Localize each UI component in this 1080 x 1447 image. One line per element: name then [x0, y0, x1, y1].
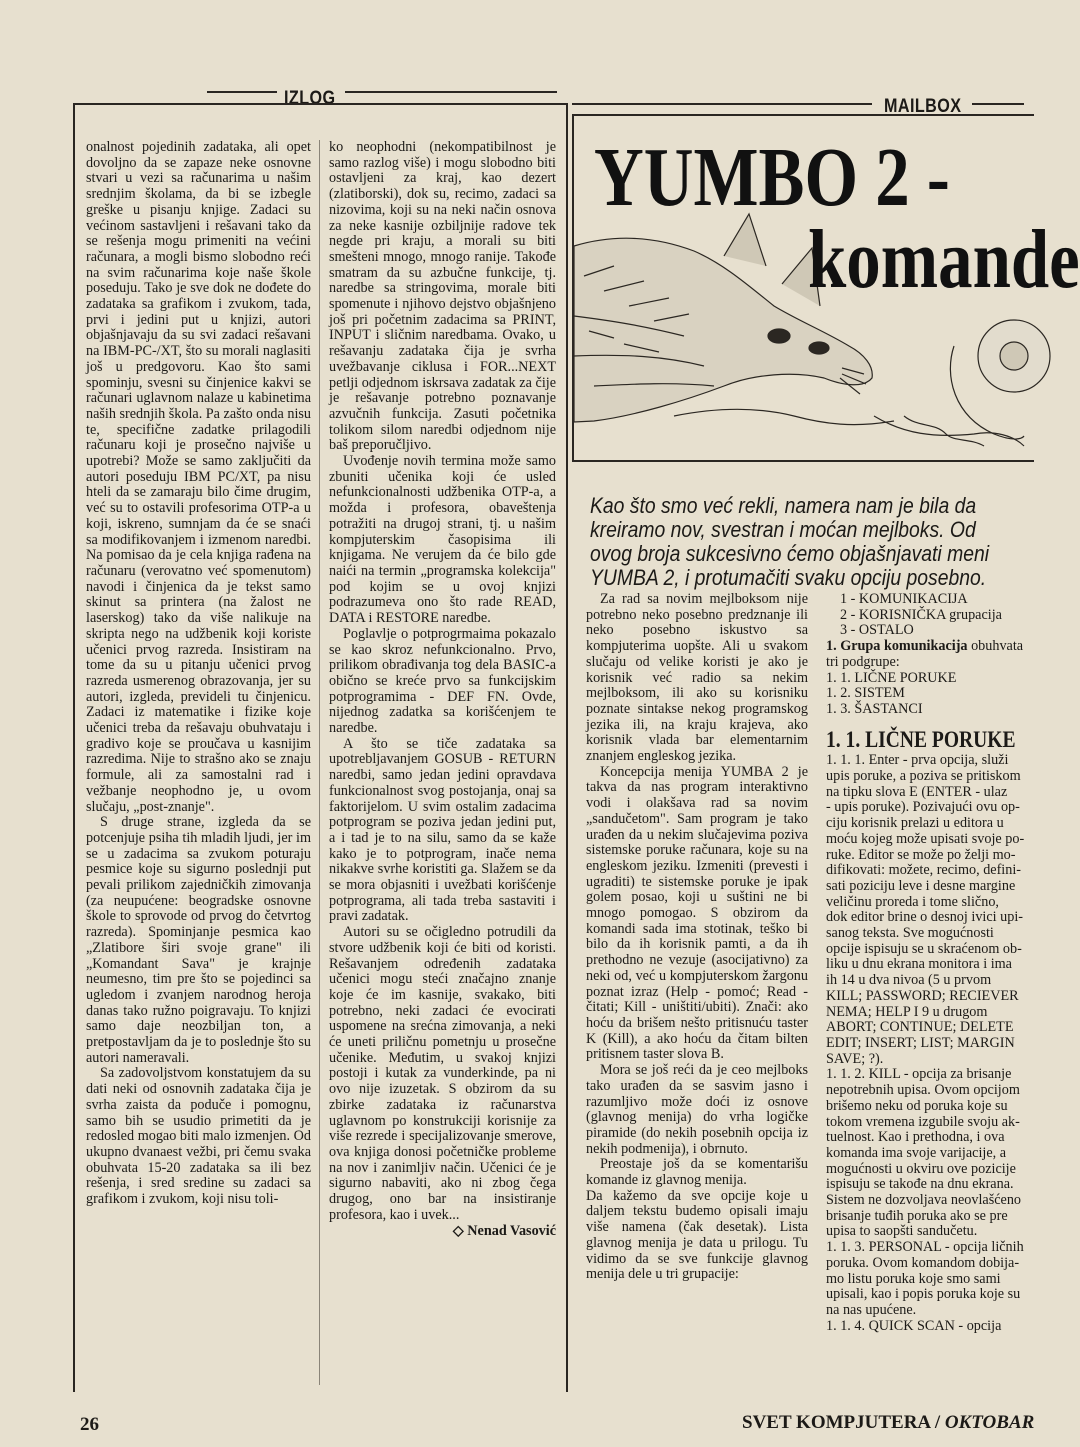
mailbox-col1-paragraph: Koncepcija menija YUMBA 2 je takva da nas program interaktivno vodi i olakšava rad sa novim „sandučetom". Sam program je tako urađen da u nekim slučajevima poziva sistemske poruke računara, koje su na engleskom jeziku. Izmeniti (prevesti i ugraditi) te sistemske poruke je ipak golem posao, koji u suštini ne bi mnogo pomogao. S obzirom da komandi sada ima stotinak, teško bi bilo da ih korisnik pamti, a da ih prethodno ne vezuje (asocijativno) za neki od, već u kompjuterskom žargonu poznat izraz (Help - pomoć; Read - čitati; Kill - uništiti/ubiti). Znači: ako hoću da brišem nešto pritisnuću taster K (Kill), a ako hoću da čitam bilten pritisnem taster slova B.	[586, 763, 808, 1063]
group-rest: obuhvata	[967, 638, 1024, 655]
mailbox-col2-line: mogućnosti u okviru ove pozicije	[826, 1160, 1016, 1177]
mailbox-col2-line: upis poruke, a poziva se pritiskom	[826, 768, 1021, 785]
group-intro-line	[826, 639, 1024, 655]
mailbox-col2-line: Sistem ne dozvoljava neovlašćeno	[826, 1192, 1022, 1209]
intro-line: Kao što smo već rekli, namera nam je bila da	[590, 493, 977, 518]
mailbox-col2-line: opcije ispisuju se u skraćenom ob-	[826, 940, 1022, 957]
izlog-col1-paragraph: S druge strane, izgleda da se potcenjuje psiha tih mladih ljudi, jer im se u zadacima sa zvukom poturaju pesmice koje su sigurno poslednji put pevali prilikom zajedničkih zimovanja (za neupućene: beogradske osnovne škole to sprovode od prvog do četvrtog razreda). Spominjanje pesmica kao „Zlatibore širi svoje grane" ili „Komandant Sava" je krajnje neumesno, tim pre što se pojedinci sa ugledom i zvanjem narodnog heroja danas tako ružno poigravaju. To knjizi samo daje neozbiljan ton, a pretpostavljam da je to poslednje što su autori nameravali.	[86, 814, 311, 1066]
menu-group-item: 1 - KOMUNIKACIJA	[840, 591, 968, 607]
intro-line: kreiramo nov, svestran i moćan mejlboks. Od	[590, 517, 976, 542]
group-intro-line-2: tri podgrupe:	[826, 653, 900, 670]
mailbox-col2-line: ispisuju se takođe na dnu ekrana.	[826, 1176, 1014, 1193]
mailbox-col2-text	[826, 753, 1024, 1334]
izlog-col1-paragraph: Sa zadovoljstvom konstatujem da su dati neki od osnovnih zadataka čija je svrha zaista da poduče i pomognu, samo bih se usudio primetiti da je redosled mogao biti malo izmenjen. Od ukupno dvanaest vežbi, pri čemu svaka obuhvata 15-20 zadataka sa ili bez rešenja, i sred sredine su zadaci sa grafikom i zvukom, koji nisu toli-	[86, 1065, 311, 1208]
mailbox-col2-line: brišemo neku od poruka koje su	[826, 1097, 1008, 1114]
izlog-col2-paragraph: Autori su se očigledno potrudili da stvore udžbenik koji će biti od koristi. Rešavanjem određenih zadataka učenici mogu steći značajno znanje koje će im kasnije, svakako, biti potrebno, neki zadaci će evocirati uspomene na srećna zimovanja, a neki će uneti priličnu pometnju u prosečne učenike. Međutim, u svakoj knjizi postoji i kutak za vunderkinde, pa ni ovo nije izuzetak. S obzirom da su zbirke zadataka iz računarstva uglavnom po konstrukciji korisnije za više rezrede i specijalizovanje smerove, ova knjiga donosi početničke probleme na nov i zanimljiv način. Učenici će je sigurno nabaviti, ako ni zbog čega drugog, ono bar na insistiranje profesora, kao i uvek...	[329, 924, 556, 1223]
mailbox-col2-line: na nas upućene.	[826, 1301, 917, 1318]
mailbox-col2-line: tokom vremena izgubile svoju ak-	[826, 1113, 1020, 1130]
group-title: 1. Grupa komunikacija	[826, 638, 968, 655]
izlog-col2-paragraph: A što se tiče zadataka sa upotrebljavanjem GOSUB - RETURN naredbi, samo jedan jedini opravdava funkcionalnost svog postojanja, onaj sa faktorijelom. U svim ostalim zadacima potprogram se poziva jedan jedini put, a i tad je to na silu, samo da se kaže kako je to potprogram, inače nema nikakve svrhe koristiti ga. Slažem se da se mora objasniti i uvežbati korišćenje potprograma, ali tada treba sastaviti i pravi zadatak.	[329, 735, 556, 925]
izlog-top-rule-left	[207, 91, 277, 93]
subgroup-item: 1. 2. SISTEM	[826, 685, 905, 702]
subgroup-item: 1. 3. ŠASTANCI	[826, 700, 923, 717]
mailbox-col1-paragraph: Da kažemo da sve opcije koje u daljem tekstu budemo opisali imaju više namena (čak desetak). Lista glavnog menija je data u prilogu. Tu vidimo da se sve funkcije glavnog menija dele u tri grupacije:	[586, 1187, 808, 1283]
intro-line: YUMBA 2, i protumačiti svaku opciju posebno.	[590, 565, 987, 590]
mailbox-col2-line: tuelnost. Kao i prethodna, i ova	[826, 1129, 1005, 1146]
intro-line: ovog broja sukcesivno ćemo objašnjavati meni	[590, 541, 990, 566]
mailbox-col2-line: EDIT; INSERT; LIST; MARGIN	[826, 1034, 1015, 1051]
mailbox-col2-line: nepotrebnih upisa. Ovom opcijom	[826, 1082, 1020, 1099]
subgroup-item: 1. 1. LIČNE PORUKE	[826, 669, 957, 686]
mailbox-column-2	[826, 592, 1024, 1382]
mailbox-col2-line: SAVE; ?).	[826, 1050, 884, 1067]
mailbox-col2-line: 1. 1. 2. KILL - opcija za brisanje	[826, 1066, 1012, 1083]
mailbox-col2-line: 1. 1. 1. Enter - prva opcija, služi	[826, 752, 1009, 769]
mailbox-col2-line: ruke. Editor se može po želji mo-	[826, 846, 1016, 863]
footer-magazine-name: SVET KOMPJUTERA /	[742, 1412, 941, 1433]
izlog-top-rule-right	[345, 91, 557, 93]
izlog-col1-paragraph: onalnost pojedinih zadataka, ali opet dovoljno da se zapaze neke osnovne stvari u vezi sa računarima u našim srednjim školama, da bi se izbegle greške u pisanju knjige. Zadaci su većinom sastavljeni i rešavani tako da se rešenja mogu primeniti na većini računara, a mogli bismo slobodno reći na svim računarima koje naše škole poseduju. Tako je sve dok ne dođete do zadataka sa grafikom i zvukom, tada, prvi i jedini put u knjizi, autori objašnjavaju da su svi zadaci rešavani na IBM-PC-/XT, što su morali naglasiti još u predgovoru. Kao što sami spominju, svesni su činjenice kakvi se računari uglavnom nalaze u kabinetima naših srednjih škola. Pa zašto onda nisu te, specifične zadatke prilagodili računaru koji je prosečno najviše u upotrebi? Može se samo zaključiti da autori poseduju IBM PC/XT, pa nisu hteli da se zamaraju bilo čime drugim, već su to ostavili profesorima OTP-a u koji, iskreno, sumnjam da će se snaći sa modifikovanjem i izmenom naredbi. Na pomisao da je cela knjiga rađena na računaru (verovatno već spomenutom) navodi i činjenica da je tekst samo skinut sa printera (na žalost ne laserskog) tako da više nalikuje na skripta nego na udžbenik koji koriste učenici prvog razreda. Insistiram na tome da su u pitanju učenici prvog razreda usmerenog obrazovanja, jer su autori, izgleda, prevideli tu činjenicu. Zadaci iz matematike i fizike koje učenici treba da rešavaju obuhvataju i gradivo koje se proučava u kasnijim razredima. Nije to strašno ako se znaju formule, ali za samostalni rad i vežbanje neophodno je, u ovom slučaju, „post-znanje".	[86, 139, 311, 815]
mailbox-col1-paragraph: Mora se još reći da je ceo mejlboks tako urađen da se sasvim jasno i razumljivo može doći iz osnove (glavnog menija) do vrha logičke piramide (do nekih posebnih opcija iz nekih podmenija), i obrnuto.	[586, 1062, 808, 1157]
izlog-section-label: IZLOG	[284, 88, 336, 109]
mailbox-col2-line: upisali, kao i popis poruka koje su	[826, 1286, 1021, 1303]
mailbox-column-1	[586, 592, 808, 1382]
izlog-column-1	[86, 140, 311, 1385]
mailbox-col1-paragraph: Za rad sa novim mejlboksom nije potrebno neko posebno predznanje ili neko posebno iskustvo sa kompjuterima uopšte. Ali u svakom slučaju od velike koristi je ako je korisnik već radio sa nekim mejlboksom, ili ako su korisniku poznate sintakse nekog programskog jezika ili, na kraju krajeva, ako korisnik vlada bar elementarnim znanjem engleskog jezika.	[586, 591, 808, 765]
mailbox-col2-line: difikovati: možete, recimo, defini-	[826, 862, 1022, 879]
izlog-col2-paragraph: Uvođenje novih termina može samo zbuniti učenika koji će usled nefunkcionalnosti udžbenika OTP-a, a možda i profesora, obaveštenja potražiti na drugoj strani, tj. u našim kompjuterskim časopisima ili knjigama. Ne verujem da će bilo gde naići na termin „programska kolekcija" pod kojim se u ovoj knjizi podrazumeva ono što rade READ, DATA i RESTORE naredbe.	[329, 453, 556, 627]
mailbox-col2-line: 1. 1. 3. PERSONAL - opcija ličnih	[826, 1239, 1024, 1256]
mailbox-col2-line: dok editor brine o desnoj ivici upi-	[826, 909, 1024, 926]
subheading-licne-poruke: 1. 1. LIČNE PORUKE	[826, 726, 1016, 752]
mailbox-col2-line: KILL; PASSWORD; RECIEVER	[826, 987, 1019, 1004]
mailbox-top-rule-right	[972, 103, 1024, 105]
mailbox-col2-line: upisa to saopšti sandučetu.	[826, 1223, 978, 1240]
mailbox-col2-line: 1. 1. 4. QUICK SCAN - opcija	[826, 1317, 1002, 1334]
mailbox-col2-line: na tipku slova E (ENTER - ulaz	[826, 783, 1008, 800]
mailbox-col2-line: ciju korisnik prelazi u editora u	[826, 815, 1004, 832]
izlog-column-2	[329, 140, 556, 1385]
mailbox-col2-line: ABORT; CONTINUE; DELETE	[826, 1019, 1014, 1036]
menu-group-item: 3 - OSTALO	[840, 622, 914, 639]
mailbox-col2-line: sati poziciju leve i desne margine	[826, 877, 1016, 894]
footer-magazine	[742, 1412, 1034, 1434]
article-headline-line-1: YUMBO 2 -	[594, 131, 950, 224]
izlog-col2-paragraph: ko neophodni (nekompatibilnost je samo razlog više) i mogu slobodno biti ostavljeni za kraj, kao dezert (zlatiborski), dok su, recimo, zadaci sa nizovima, koji su na neki način osnova za neke kasnije ozbiljnije radove tek negde pri kraju, a morali su biti smešteni mnogo, mnogo ranije. Takođe smatram da su azbučne funkcije, tj. naredbe sa stringovima, morale biti spomenute i njihovo dejstvo objašnjeno još pri početnim zadacima sa PRINT, INPUT i sličnim naredbama. Ovako, u rešavanju zadataka čija je svrha uvežbavanje ciklusa i FOR...NEXT petlji odjednom iskrsava zadatak za čije je rešavanje potrebno poznavanje azvučnih funkcija. Zasuti početnika tolikom silom naredbi odjednom nije baš preporučljivo.	[329, 139, 556, 454]
mailbox-col2-line: komanda ima svoje varijacije, a	[826, 1144, 1007, 1161]
footer-month: OKTOBAR	[944, 1412, 1035, 1433]
mailbox-section-label: MAILBOX	[884, 96, 962, 117]
page-number: 26	[80, 1414, 99, 1435]
mailbox-col2-line: veličinu proreda i tome slično,	[826, 893, 999, 910]
mailbox-col2-line: - upis poruke). Pozivajući ovu op-	[826, 799, 1020, 816]
mailbox-col2-line: sanog teksta. Sve mogućnosti	[826, 925, 994, 942]
mailbox-col2-line: poruka. Ovom komandom dobija-	[826, 1254, 1020, 1271]
izlog-col2-paragraph: Poglavlje o potprogrmaima pokazalo se kao skroz nefunkcionalno. Prvo, prilikom obrađivanja tog dela BASIC-a obično se kreće prvo sa funkcijskim potprogramima - DEF FN. Ovde, nijednog zadatka sa korišćenjem te naredbe.	[329, 625, 556, 737]
menu-group-item: 2 - KORISNIČKA grupacija	[840, 606, 1002, 623]
mailbox-col2-line: moću kojeg može upisati svoje po-	[826, 830, 1025, 847]
mailbox-col2-line: NEMA; HELP I 9 u drugom	[826, 1003, 988, 1020]
mailbox-col1-paragraph: Preostaje još da se komentarišu komande iz glavnog menija.	[586, 1156, 808, 1189]
article-headline-line-2: komande	[808, 213, 1080, 306]
mailbox-col2-line: mo listu poruka koje smo sami	[826, 1270, 1001, 1287]
mailbox-col2-line: brisanje tuđih poruka ako se pre	[826, 1207, 1008, 1224]
mailbox-col2-line: liku u dnu ekrana monitora i ima	[826, 956, 1012, 973]
mailbox-top-rule-left	[572, 103, 872, 105]
author-signature: ◇ Nenad Vasović	[452, 1222, 556, 1239]
mailbox-col2-line: ih 14 u dva nivoa (5 u prvom	[826, 972, 992, 989]
izlog-divider	[319, 140, 320, 1385]
